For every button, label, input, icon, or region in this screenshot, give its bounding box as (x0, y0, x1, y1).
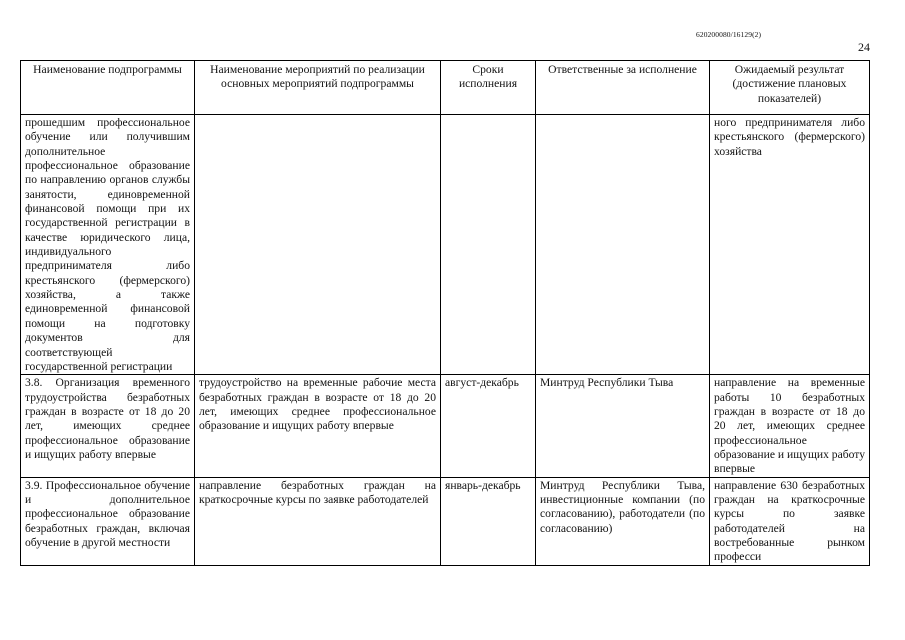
header-responsible: Ответственные за исполнение (536, 61, 710, 115)
cell-period (441, 115, 536, 375)
cell-subprogram: прошедшим профессиональное обучение или получившим дополнительное профессиональное образование по направлению органов службы занятости, единовременной финансовой помощи при их государственной регистрации в качестве юридического лица, индивидуального предпринимателя либо крестьянского (фермерского) хозяйства, а также единовременной финансовой помощи на подготовку документов для соответствующей государственной регистрации (21, 115, 195, 375)
table-row (21, 115, 870, 375)
cell-measure: трудоустройство на временные рабочие места безработных граждан в возрасте от 18 до 20 лет, имеющих среднее профессиональное образование и ищущих работу впервые (195, 375, 441, 477)
cell-subprogram: 3.9. Профессиональное обучение и дополнительное профессиональное образование безработных граждан, включая обучение в другой местности (21, 477, 195, 565)
table-row (21, 375, 870, 477)
cell-measure: направление безработных граждан на краткосрочные курсы по заявке работодателей (195, 477, 441, 565)
page-number: 24 (858, 40, 870, 54)
cell-period: август-декабрь (441, 375, 536, 477)
header-result: Ожидаемый результат (достижение плановых показателей) (710, 61, 870, 115)
cell-result: направление 630 безработных граждан на краткосрочные курсы по заявке работодателей на востребованные рынком професси (710, 477, 870, 565)
cell-subprogram: 3.8. Организация временного трудоустройства безработных граждан в возрасте от 18 до 20 лет, имеющих среднее профессиональное образование и ищущих работу впервые (21, 375, 195, 477)
cell-responsible: Минтруд Республики Тыва, инвестиционные компании (по согласованию), работодатели (по согласованию) (536, 477, 710, 565)
cell-result: направление на временные работы 10 безработных граждан в возрасте от 18 до 20 лет, имеющих среднее профессиональное образование и ищущих работу впервые (710, 375, 870, 477)
table-header-row (21, 61, 870, 115)
header-measures: Наименование мероприятий по реализации основных мероприятий подпрограммы (195, 61, 441, 115)
cell-responsible (536, 115, 710, 375)
document-code: 620200080/16129(2) (696, 30, 762, 39)
header-period: Сроки исполнения (441, 61, 536, 115)
cell-measure (195, 115, 441, 375)
header-subprogram: Наименование подпрограммы (21, 61, 195, 115)
cell-responsible: Минтруд Республики Тыва (536, 375, 710, 477)
cell-result: ного предпринимателя либо крестьянского (фермерского) хозяйства (710, 115, 870, 375)
program-table (20, 60, 870, 566)
table-row (21, 477, 870, 565)
cell-period: январь-декабрь (441, 477, 536, 565)
